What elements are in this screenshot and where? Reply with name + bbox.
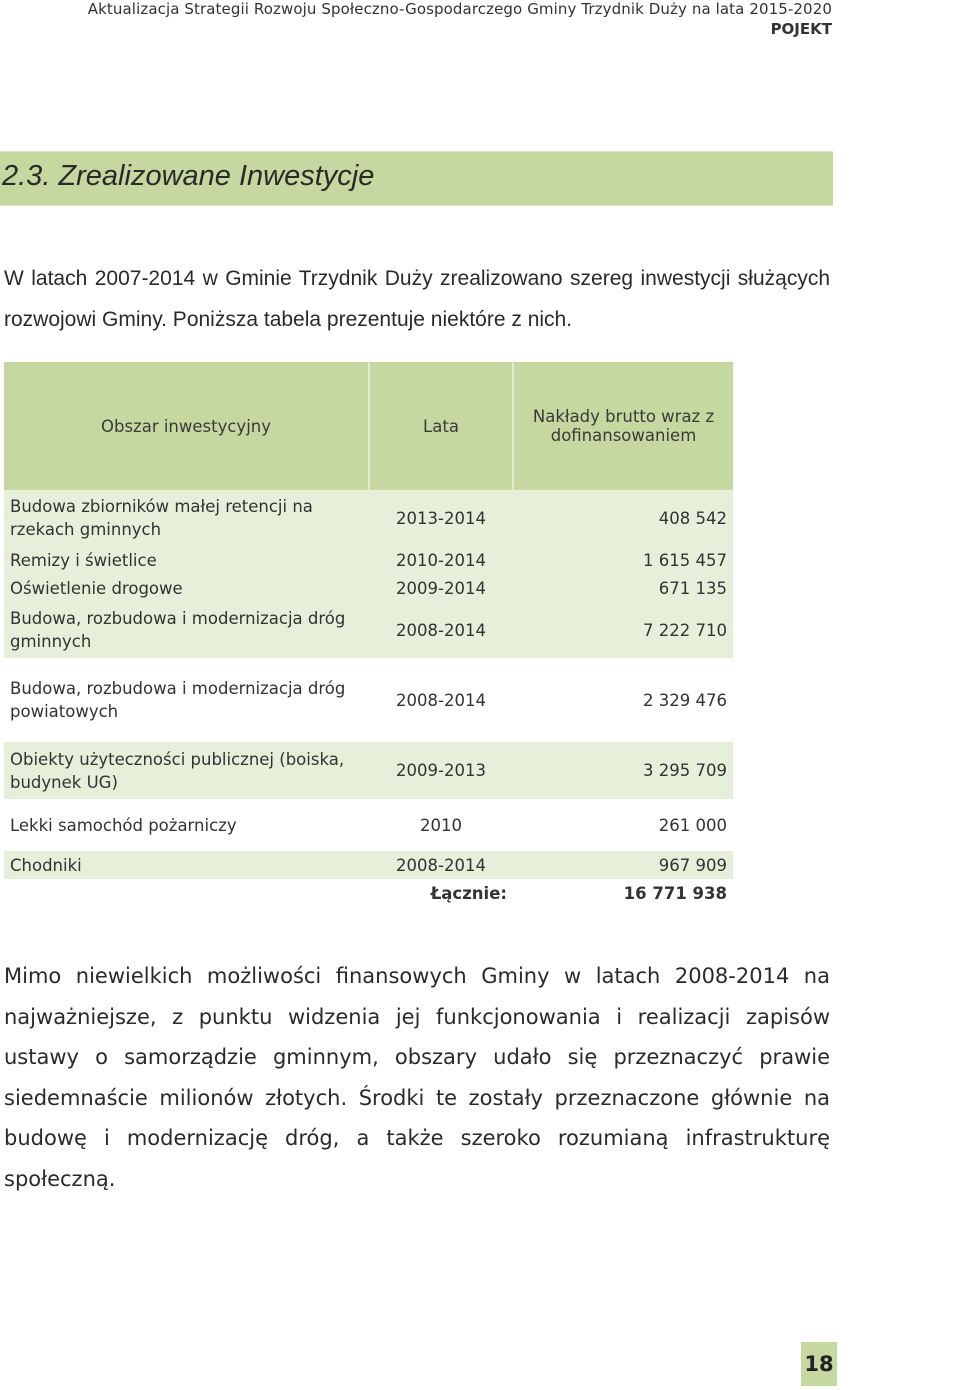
cell-years: 2008-2014 [369,658,513,742]
table-row [4,658,733,742]
cell-years: 2010-2014 [369,546,513,574]
table-row [4,574,733,602]
cell-amount: 408 542 [513,490,733,546]
cell-area: Budowa, rozbudowa i modernizacja dróg powiatowych [4,658,369,742]
cell-area: Remizy i świetlice [4,546,369,574]
cell-amount: 2 329 476 [513,658,733,742]
cell-years: 2010 [369,799,513,851]
cell-amount: 3 295 709 [513,742,733,799]
table-row [4,490,733,546]
cell-amount: 7 222 710 [513,602,733,658]
cell-amount: 671 135 [513,574,733,602]
cell-amount: 967 909 [513,851,733,879]
cell-years: 2008-2014 [369,602,513,658]
header-years: Lata [369,362,513,490]
cell-years: 2008-2014 [369,851,513,879]
cell-years: 2009-2013 [369,742,513,799]
table-row [4,799,733,851]
section-title: 2.3. Zrealizowane Inwestycje [2,160,375,192]
header-area: Obszar inwestycyjny [4,362,369,490]
header-amount: Nakłady brutto wraz z dofinansowaniem [513,362,733,490]
cell-amount: 1 615 457 [513,546,733,574]
table-row [4,742,733,799]
table-header-row [4,362,733,490]
page-number: 18 [801,1342,837,1386]
total-value: 16 771 938 [513,879,733,907]
table-total-row [4,879,733,907]
cell-area: Oświetlenie drogowe [4,574,369,602]
table-row [4,602,733,658]
table-row [4,546,733,574]
cell-area: Obiekty użyteczności publicznej (boiska, budynek UG) [4,742,369,799]
document-header-title: Aktualizacja Strategii Rozwoju Społeczno-Gospodarczego Gminy Trzydnik Duży na lata 2015-2020 [87,0,832,18]
intro-paragraph: W latach 2007-2014 w Gminie Trzydnik Duży zrealizowano szereg inwestycji służących rozwojowi Gminy. Poniższa tabela prezentuje niektóre z nich. [4,267,830,331]
cell-empty [4,879,369,907]
document-status: POJEKT [770,20,832,38]
cell-years: 2009-2014 [369,574,513,602]
cell-area: Chodniki [4,851,369,879]
cell-amount: 261 000 [513,799,733,851]
cell-years: 2013-2014 [369,490,513,546]
total-label: Łącznie: [369,879,513,907]
closing-paragraph: Mimo niewielkich możliwości finansowych Gminy w latach 2008-2014 na najważniejsze, z punktu widzenia jej funkcjonowania i realizacji zapisów ustawy o samorządzie gminnym, obszary udało się przeznaczyć prawie siedemnaście milionów złotych. Środki te zostały przeznaczone głównie na budowę i modernizację dróg, a także szeroko rozumianą infrastrukturę społeczną. [4,964,830,1191]
cell-area: Budowa zbiorników małej retencji na rzekach gminnych [4,490,369,546]
investments-table [4,362,733,907]
cell-area: Budowa, rozbudowa i modernizacja dróg gminnych [4,602,369,658]
table-row [4,851,733,879]
cell-area: Lekki samochód pożarniczy [4,799,369,851]
section-heading-bar [0,151,833,206]
